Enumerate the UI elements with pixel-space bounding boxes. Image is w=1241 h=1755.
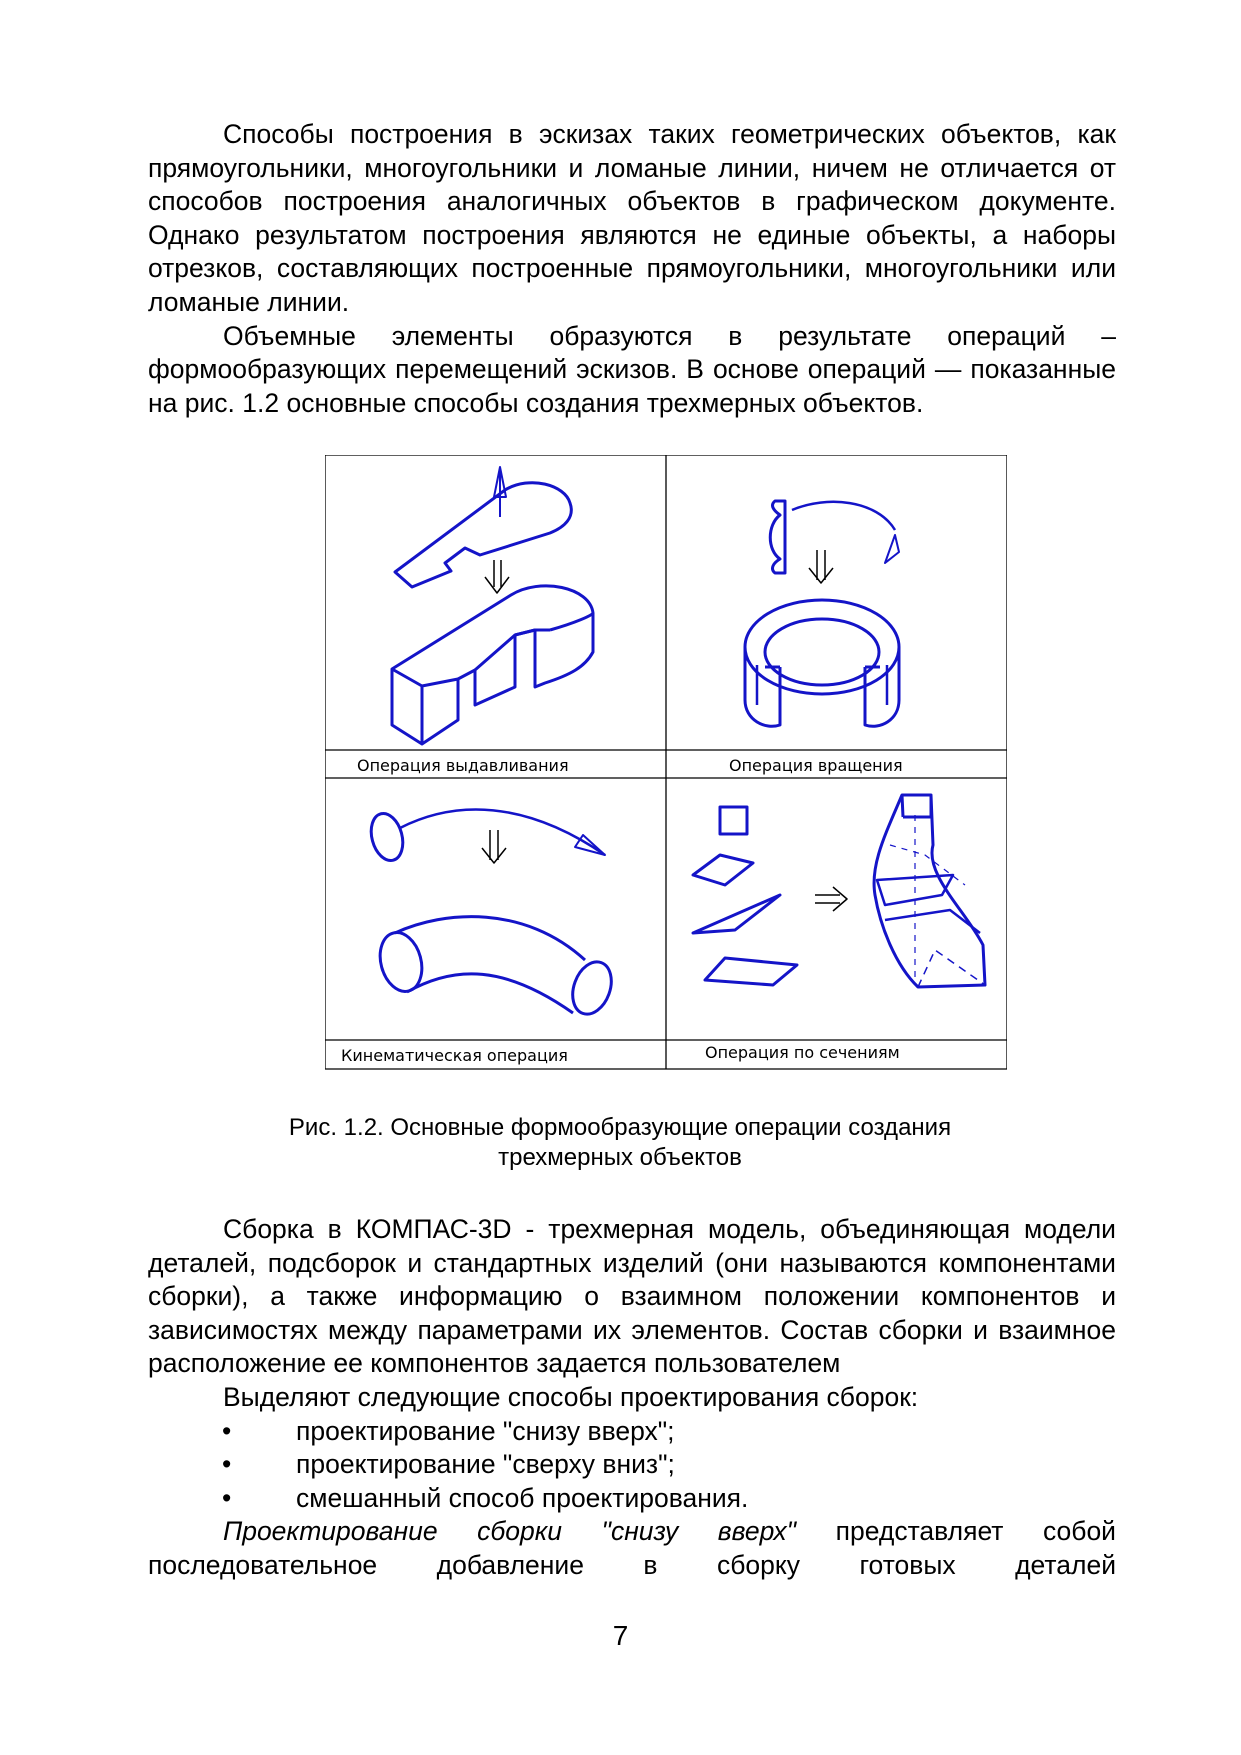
rotation-outer-ring [745,600,899,694]
extrusion-illustration [392,467,593,744]
bullet-icon: • [222,1415,232,1446]
paragraph-bottom-up [148,1515,1116,1582]
figure-caption [220,1113,1020,1173]
bottom-up-term: Проектирование сборки "снизу вверх" [223,1516,797,1547]
section-flat-rhombus [705,958,797,985]
paragraph-volume-elements: Объемные элементы образуются в результате операций – формообразующих перемещений эскизов. В основе операций — показанные на рис. 1.2 основные способы создания трехмерных объектов. [148,320,1116,418]
section-rhombus [693,855,753,885]
lofted-body-outline [874,795,985,987]
tube-end-cap [566,956,618,1019]
paragraph-design-methods: Выделяют следующие способы проектирования сборок: [223,1381,919,1412]
list-item [148,1448,1116,1482]
extrusion-sketch-outline [395,483,571,587]
figure-1-2 [325,455,1007,1070]
caption-extrusion: Операция выдавливания [357,756,569,775]
design-methods-list [148,1415,1116,1516]
list-item [148,1482,1116,1516]
page-number: 7 [612,1620,629,1651]
bottom-text [148,1213,1116,1583]
section-thin-rhombus [693,895,780,933]
sections-illustration [693,795,985,987]
section-square [720,807,747,834]
kinematic-profile [366,810,407,864]
list-item-text: проектирование "снизу вверх"; [296,1415,675,1446]
figure-caption-line1: Рис. 1.2. Основные формообразующие операции создания [288,1114,952,1141]
rotation-inner-ring [765,619,879,685]
extrusion-body-edges [392,613,593,744]
caption-kinematic: Кинематическая операция [341,1046,568,1065]
list-item [148,1415,1116,1449]
top-text [148,118,1116,420]
kinematic-illustration [366,810,618,1020]
caption-rotation: Операция вращения [729,756,903,775]
kinematic-path [400,810,605,855]
bottom-up-description: представляет собой последовательное добавление в сборку готовых деталей [148,1516,1116,1580]
paragraph-assembly-definition: Сборка в КОМПАС-3D - трехмерная модель, объединяющая модели деталей, подсборок и стандартных изделий (они называются компонентами сборки), а также информацию о взаимном положении компонентов и зависимостях между параметрами их элементов. Состав сборки и взаимное расположение ее компонентов задается пользователем [148,1214,1116,1379]
figure-drawing [325,455,1007,1070]
list-item-text: проектирование "сверху вниз"; [296,1449,675,1480]
paragraph-sketch-methods: Способы построения в эскизах таких геометрических объектов, как прямоугольники, многоугольники и ломаные линии, ничем не отличается от способов построения аналогичных объектов в графическом документе. Однако результатом построения являются не единые объекты, а наборы отрезков, составляющих построенные прямоугольники, многоугольники или ломаные линии. [148,119,1116,317]
bullet-icon: • [222,1482,232,1513]
list-item-text: смешанный способ проектирования. [296,1482,749,1513]
tube-bottom-edge [407,974,573,1013]
rotation-profile [770,501,785,573]
figure-caption-line2: трехмерных объектов [498,1144,742,1171]
tube-top-edge [395,917,585,960]
caption-sections: Операция по сечениям [705,1043,900,1062]
rotation-illustration [745,501,899,726]
bullet-icon: • [222,1449,232,1480]
